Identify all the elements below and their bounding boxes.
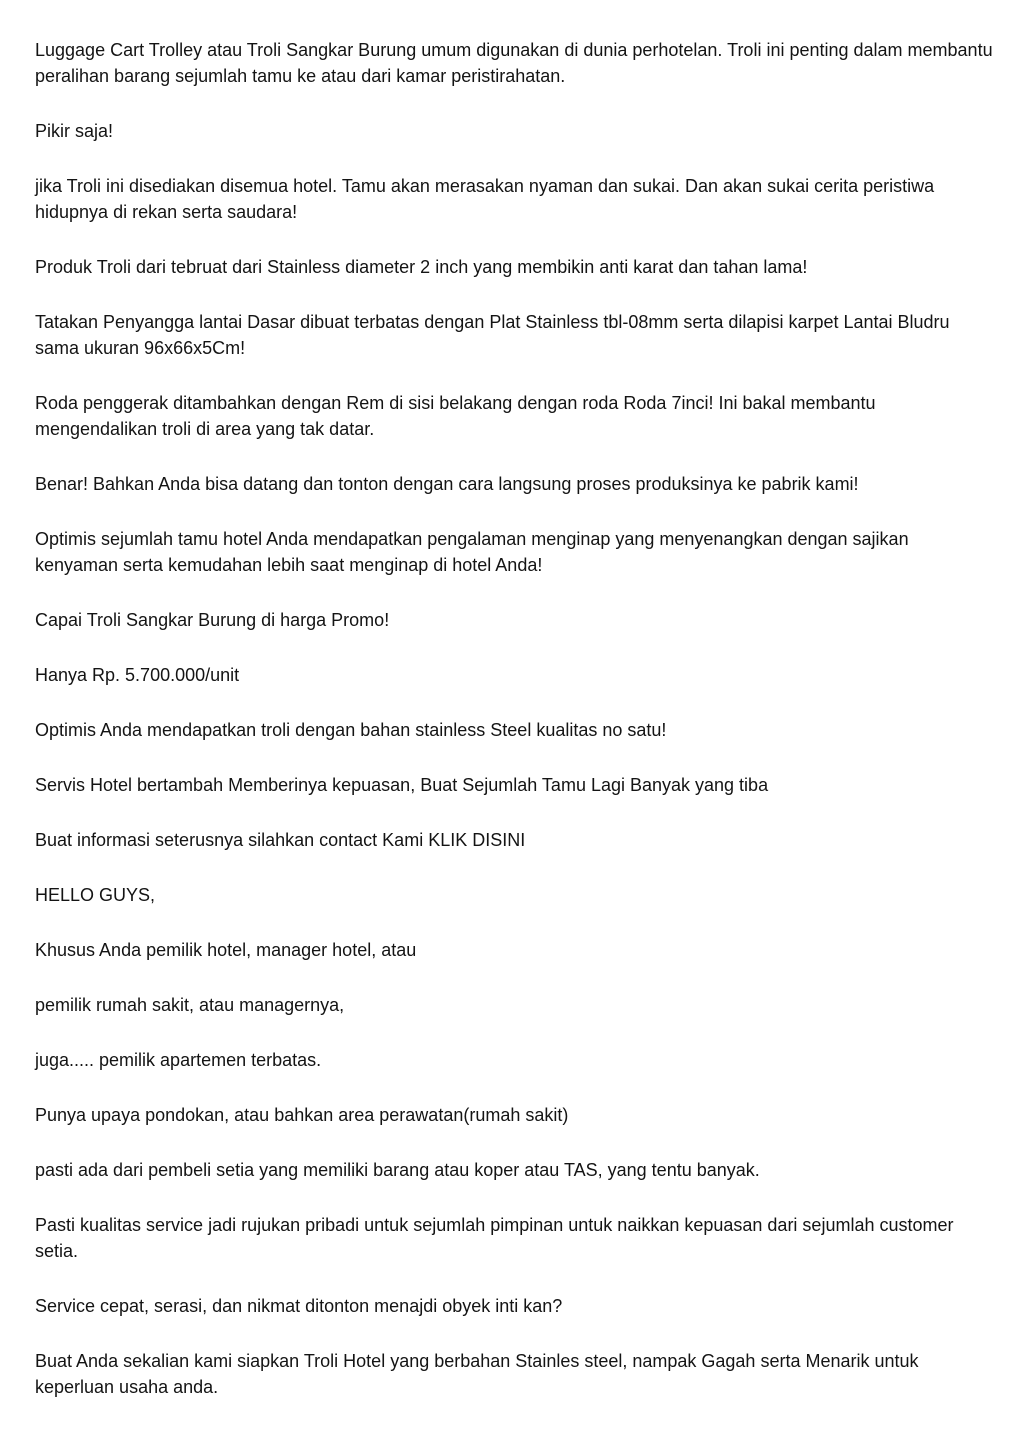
paragraph-product-material: Produk Troli dari tebruat dari Stainless diameter 2 inch yang membikin anti karat dan tahan lama!	[35, 257, 808, 277]
paragraph-price: Hanya Rp. 5.700.000/unit	[35, 665, 240, 685]
paragraph-wheels: Roda penggerak ditambahkan dengan Rem di sisi belakang dengan roda Roda 7inci! Ini bakal membantu mengendalikan troli di area yang tak datar.	[35, 393, 876, 439]
paragraph-base-plate: Tatakan Penyangga lantai Dasar dibuat terbatas dengan Plat Stainless tbl-08mm serta dilapisi karpet Lantai Bludru sama ukuran 96x66x5Cm!	[35, 312, 950, 358]
document-body	[35, 37, 995, 1429]
paragraph-hospital-owners: pemilik rumah sakit, atau managernya,	[35, 995, 345, 1015]
paragraph-factory-visit: Benar! Bahkan Anda bisa datang dan tonton dengan cara langsung proses produksinya ke pabrik kami!	[35, 474, 859, 494]
paragraph-service: Servis Hotel bertambah Memberinya kepuasan, Buat Sejumlah Tamu Lagi Banyak yang tiba	[35, 775, 769, 795]
paragraph-loyal-buyers: pasti ada dari pembeli setia yang memiliki barang atau koper atau TAS, yang tentu banyak.	[35, 1160, 760, 1180]
paragraph-hello: HELLO GUYS,	[35, 885, 156, 905]
paragraph-pikir-saja: Pikir saja!	[35, 121, 114, 141]
paragraph-service-quality: Pasti kualitas service jadi rujukan pribadi untuk sejumlah pimpinan untuk naikkan kepuasan dari sejumlah customer setia.	[35, 1215, 954, 1261]
paragraph-fast-service: Service cepat, serasi, dan nikmat ditonton menajdi obyek inti kan?	[35, 1296, 563, 1316]
paragraph-apartment-owners: juga..... pemilik apartemen terbatas.	[35, 1050, 322, 1070]
paragraph-quality: Optimis Anda mendapatkan troli dengan bahan stainless Steel kualitas no satu!	[35, 720, 667, 740]
paragraph-guest-experience: Optimis sejumlah tamu hotel Anda mendapatkan pengalaman menginap yang menyenangkan dengan sajikan kenyaman serta kemudahan lebih saat menginap di hotel Anda!	[35, 529, 909, 575]
paragraph-hotel-guests: jika Troli ini disediakan disemua hotel. Tamu akan merasakan nyaman dan sukai. Dan akan sukai cerita peristiwa hidupnya di rekan serta saudara!	[35, 176, 935, 222]
paragraph-closing: Buat Anda sekalian kami siapkan Troli Hotel yang berbahan Stainles steel, nampak Gagah serta Menarik untuk keperluan usaha anda.	[35, 1351, 919, 1397]
paragraph-hotel-owners: Khusus Anda pemilik hotel, manager hotel, atau	[35, 940, 417, 960]
paragraph-contact: Buat informasi seterusnya silahkan contact Kami KLIK DISINI	[35, 830, 526, 850]
paragraph-promo: Capai Troli Sangkar Burung di harga Promo!	[35, 610, 390, 630]
paragraph-lodging: Punya upaya pondokan, atau bahkan area perawatan(rumah sakit)	[35, 1105, 569, 1125]
paragraph-intro: Luggage Cart Trolley atau Troli Sangkar Burung umum digunakan di dunia perhotelan. Troli ini penting dalam membantu peralihan barang sejumlah tamu ke atau dari kamar peristirahatan.	[35, 40, 993, 86]
